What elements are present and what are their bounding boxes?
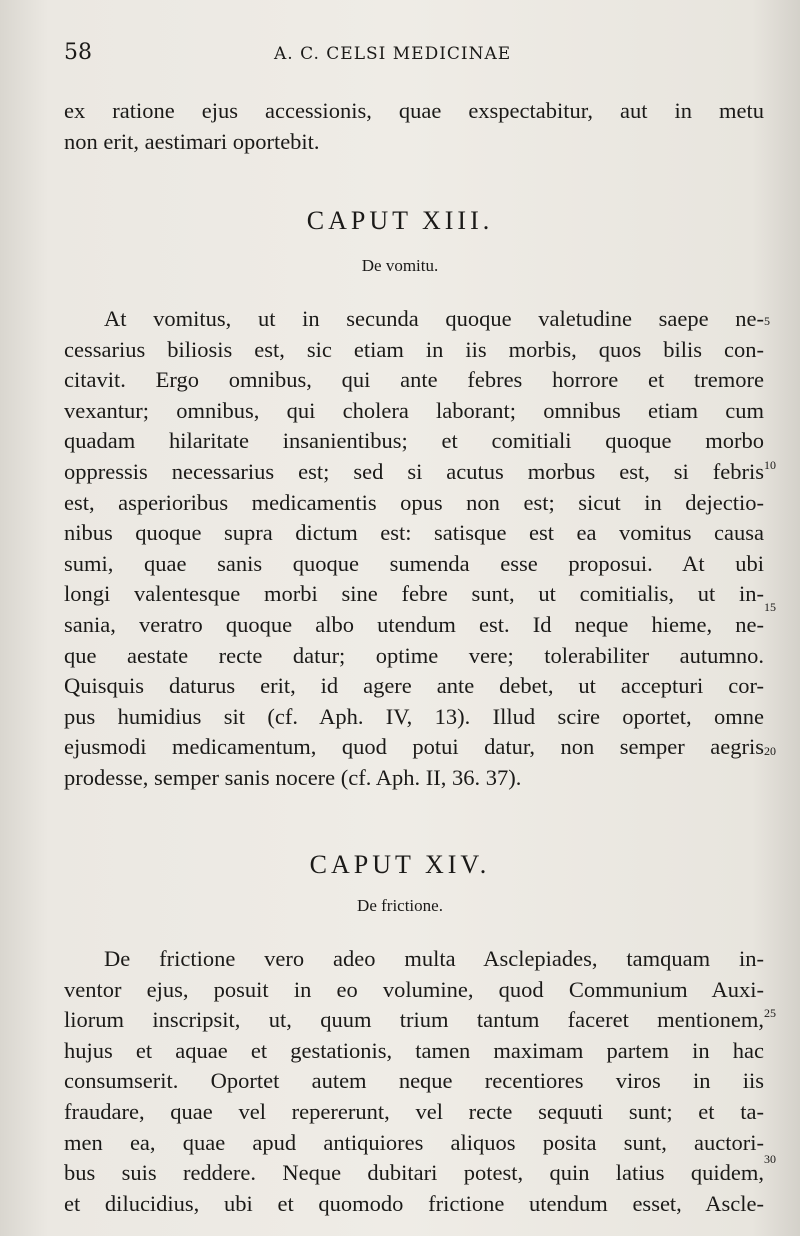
text-line: prodesse, semper sanis nocere (cf. Aph. II, 36. 37). xyxy=(64,764,522,790)
text-line: ventor ejus, posuit in eo volumine, quod Communium Auxi- xyxy=(64,976,764,1002)
line-number: 5 xyxy=(764,314,770,328)
text-line: citavit. Ergo omnibus, qui ante febres horrore et tremore xyxy=(64,367,764,393)
line-number: 15 xyxy=(764,600,776,614)
text-line: est, asperioribus medicamentis opus non est; sicut in dejectio- xyxy=(64,489,764,515)
intro-paragraph xyxy=(64,96,764,157)
text-line: fraudare, quae vel repererunt, vel recte sequuti sunt; et ta- xyxy=(64,1098,764,1124)
text-line: ejusmodi medicamentum, quod potui datur, non semper aegris xyxy=(64,734,764,760)
text-line: sania, veratro quoque albo utendum est. Id neque hieme, ne- xyxy=(64,611,764,637)
line-number: 25 xyxy=(764,1006,776,1020)
chapter-13-paragraph xyxy=(64,304,764,794)
text-line: men ea, quae apud antiquiores aliquos posita sunt, auctori- xyxy=(64,1129,764,1155)
text-line: vexantur; omnibus, qui cholera laborant; omnibus etiam cum xyxy=(64,397,764,423)
text-line: liorum inscripsit, ut, quum trium tantum faceret mentionem, xyxy=(64,1007,764,1033)
text-line: hujus et aquae et gestationis, tamen maximam partem in hac xyxy=(64,1037,764,1063)
text-line: De frictione vero adeo multa Asclepiades, tamquam in- xyxy=(104,946,764,971)
page-number: 58 xyxy=(64,40,92,65)
text-line: que aestate recte datur; optime vere; tolerabiliter autumno. xyxy=(64,642,764,668)
text-line: nibus quoque supra dictum est: satisque est ea vomitus causa xyxy=(64,520,764,546)
chapter-title: CAPUT XIV. xyxy=(309,850,491,879)
page-header xyxy=(64,40,764,70)
chapter-subtitle: De frictione. xyxy=(357,896,443,915)
text-line: pus humidius sit (cf. Aph. IV, 13). Illud scire oportet, omne xyxy=(64,703,764,729)
text-line: Quisquis daturus erit, id agere ante debet, ut accepturi cor- xyxy=(64,673,764,699)
chapter-14-paragraph xyxy=(64,944,764,1219)
text-line: oppressis necessarius est; sed si acutus morbus est, si febris xyxy=(64,458,764,484)
line-number: 20 xyxy=(764,744,776,758)
line-number: 30 xyxy=(764,1152,776,1166)
line-number: 10 xyxy=(764,458,776,472)
text-line: quadam hilaritate insanientibus; et comitiali quoque morbo xyxy=(64,428,764,454)
text-line: bus suis reddere. Neque dubitari potest, quin latius quidem, xyxy=(64,1160,764,1186)
text-line: et dilucidius, ubi et quomodo frictione utendum esset, Ascle- xyxy=(64,1190,764,1216)
text-line: consumserit. Oportet autem neque recentiores viros in iis xyxy=(64,1068,764,1094)
chapter-title: CAPUT XIII. xyxy=(306,206,494,235)
text-line: ex ratione ejus accessionis, quae exspectabitur, aut in metu xyxy=(64,98,764,123)
text-line: longi valentesque morbi sine febre sunt, ut comitialis, ut in- xyxy=(64,581,764,607)
text-line: At vomitus, ut in secunda quoque valetudine saepe ne- xyxy=(104,306,764,331)
running-title: A. C. CELSI MEDICINAE xyxy=(274,44,512,64)
text-line: non erit, aestimari oportebit. xyxy=(64,128,320,154)
chapter-subtitle: De vomitu. xyxy=(361,256,439,275)
text-line: sumi, quae sanis quoque sumenda esse proposui. At ubi xyxy=(64,550,764,576)
text-line: cessarius biliosis est, sic etiam in iis morbis, quos bilis con- xyxy=(64,336,764,362)
